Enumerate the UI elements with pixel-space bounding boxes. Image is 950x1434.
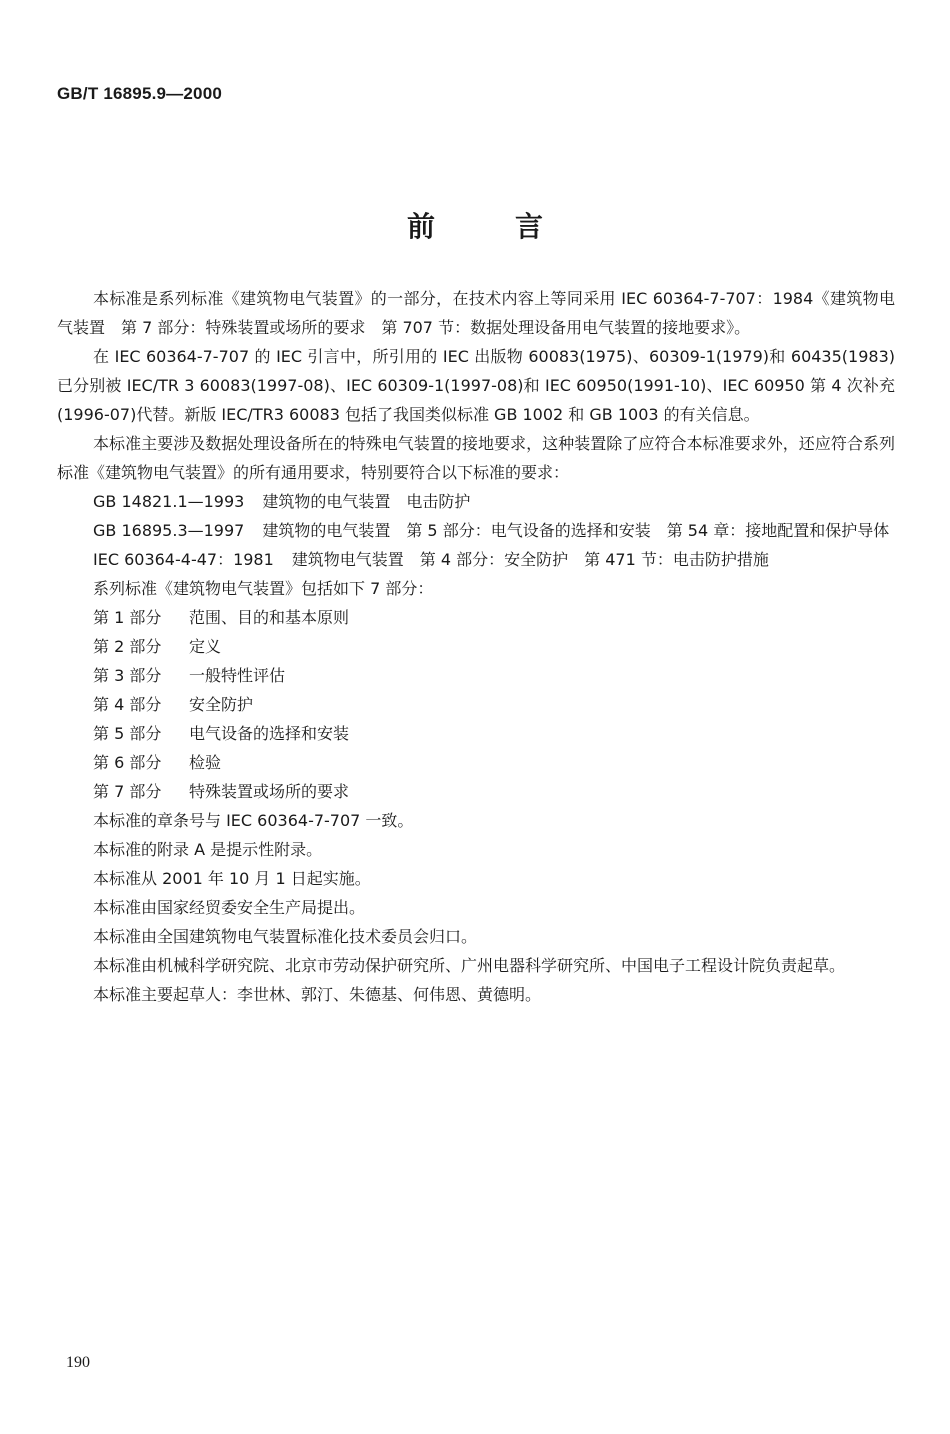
part-name: 检验 — [189, 753, 222, 772]
part-number: 第 7 部分 — [93, 782, 162, 801]
part-name: 电气设备的选择和安装 — [189, 724, 350, 743]
paragraph-references: 在 IEC 60364-7-707 的 IEC 引言中，所引用的 IEC 出版物 60083(1975)、60309-1(1979)和 60435(1983)已分别被 IEC/TR 3 60083(1997-08)、IEC 60309-1(1997-08)和 IEC 60950(1991-10)、IEC 60950 第 4 次补充(1996-07)代替。新版 IEC/TR3 60083 包括了我国类似标准 GB 1002 和 GB 1003 的有关信息。 — [57, 347, 895, 424]
series-intro: 系列标准《建筑物电气装置》包括如下 7 部分： — [93, 579, 434, 598]
list-item — [57, 661, 895, 690]
effective-date-note: 本标准从 2001 年 10 月 1 日起实施。 — [93, 869, 371, 888]
standard-code: GB 14821.1—1993 — [93, 492, 245, 511]
standard-reference — [57, 487, 895, 516]
part-number: 第 6 部分 — [93, 753, 162, 772]
proposer-note: 本标准由国家经贸委安全生产局提出。 — [93, 898, 366, 917]
list-item — [57, 603, 895, 632]
standard-title: 建筑物电气装置 第 4 部分：安全防护 第 471 节：电击防护措施 — [291, 550, 769, 569]
drafters-note: 本标准主要起草人：李世林、郭汀、朱德基、何伟恩、黄德明。 — [93, 985, 542, 1004]
part-name: 安全防护 — [189, 695, 254, 714]
drafting-units-note: 本标准由机械科学研究院、北京市劳动保护研究所、广州电器科学研究所、中国电子工程设计院负责起草。 — [93, 956, 846, 975]
list-item — [57, 719, 895, 748]
standard-number: GB/T 16895.9—2000 — [57, 84, 222, 103]
standard-title: 建筑物的电气装置 第 5 部分：电气设备的选择和安装 第 54 章：接地配置和保护导体 — [262, 521, 890, 540]
part-name: 定义 — [189, 637, 222, 656]
document-body — [57, 284, 895, 1009]
part-name: 一般特性评估 — [189, 666, 286, 685]
standard-code: IEC 60364-4-47：1981 — [93, 550, 274, 569]
list-item — [57, 777, 895, 806]
page-title: 前言 — [406, 210, 623, 243]
part-number: 第 1 部分 — [93, 608, 162, 627]
clause-numbering-note: 本标准的章条号与 IEC 60364-7-707 一致。 — [93, 811, 414, 830]
part-number: 第 3 部分 — [93, 666, 162, 685]
list-item — [57, 632, 895, 661]
standard-reference — [57, 516, 895, 545]
list-item — [57, 690, 895, 719]
paragraph-requirements: 本标准主要涉及数据处理设备所在的特殊电气装置的接地要求，这种装置除了应符合本标准要求外，还应符合系列标准《建筑物电气装置》的所有通用要求，特别要符合以下标准的要求： — [57, 434, 895, 482]
part-name: 特殊装置或场所的要求 — [189, 782, 350, 801]
paragraph-scope: 本标准是系列标准《建筑物电气装置》的一部分，在技术内容上等同采用 IEC 60364-7-707：1984《建筑物电气装置 第 7 部分：特殊装置或场所的要求 第 707 节：数据处理设备用电气装置的接地要求》。 — [57, 289, 895, 337]
part-name: 范围、目的和基本原则 — [189, 608, 350, 627]
part-number: 第 5 部分 — [93, 724, 162, 743]
part-number: 第 4 部分 — [93, 695, 162, 714]
standard-code: GB 16895.3—1997 — [93, 521, 245, 540]
committee-note: 本标准由全国建筑物电气装置标准化技术委员会归口。 — [93, 927, 478, 946]
list-item — [57, 748, 895, 777]
page-number: 190 — [66, 1354, 90, 1371]
appendix-note: 本标准的附录 A 是提示性附录。 — [93, 840, 323, 859]
standard-reference — [57, 545, 895, 574]
standard-title: 建筑物的电气装置 电击防护 — [262, 492, 471, 511]
part-number: 第 2 部分 — [93, 637, 162, 656]
